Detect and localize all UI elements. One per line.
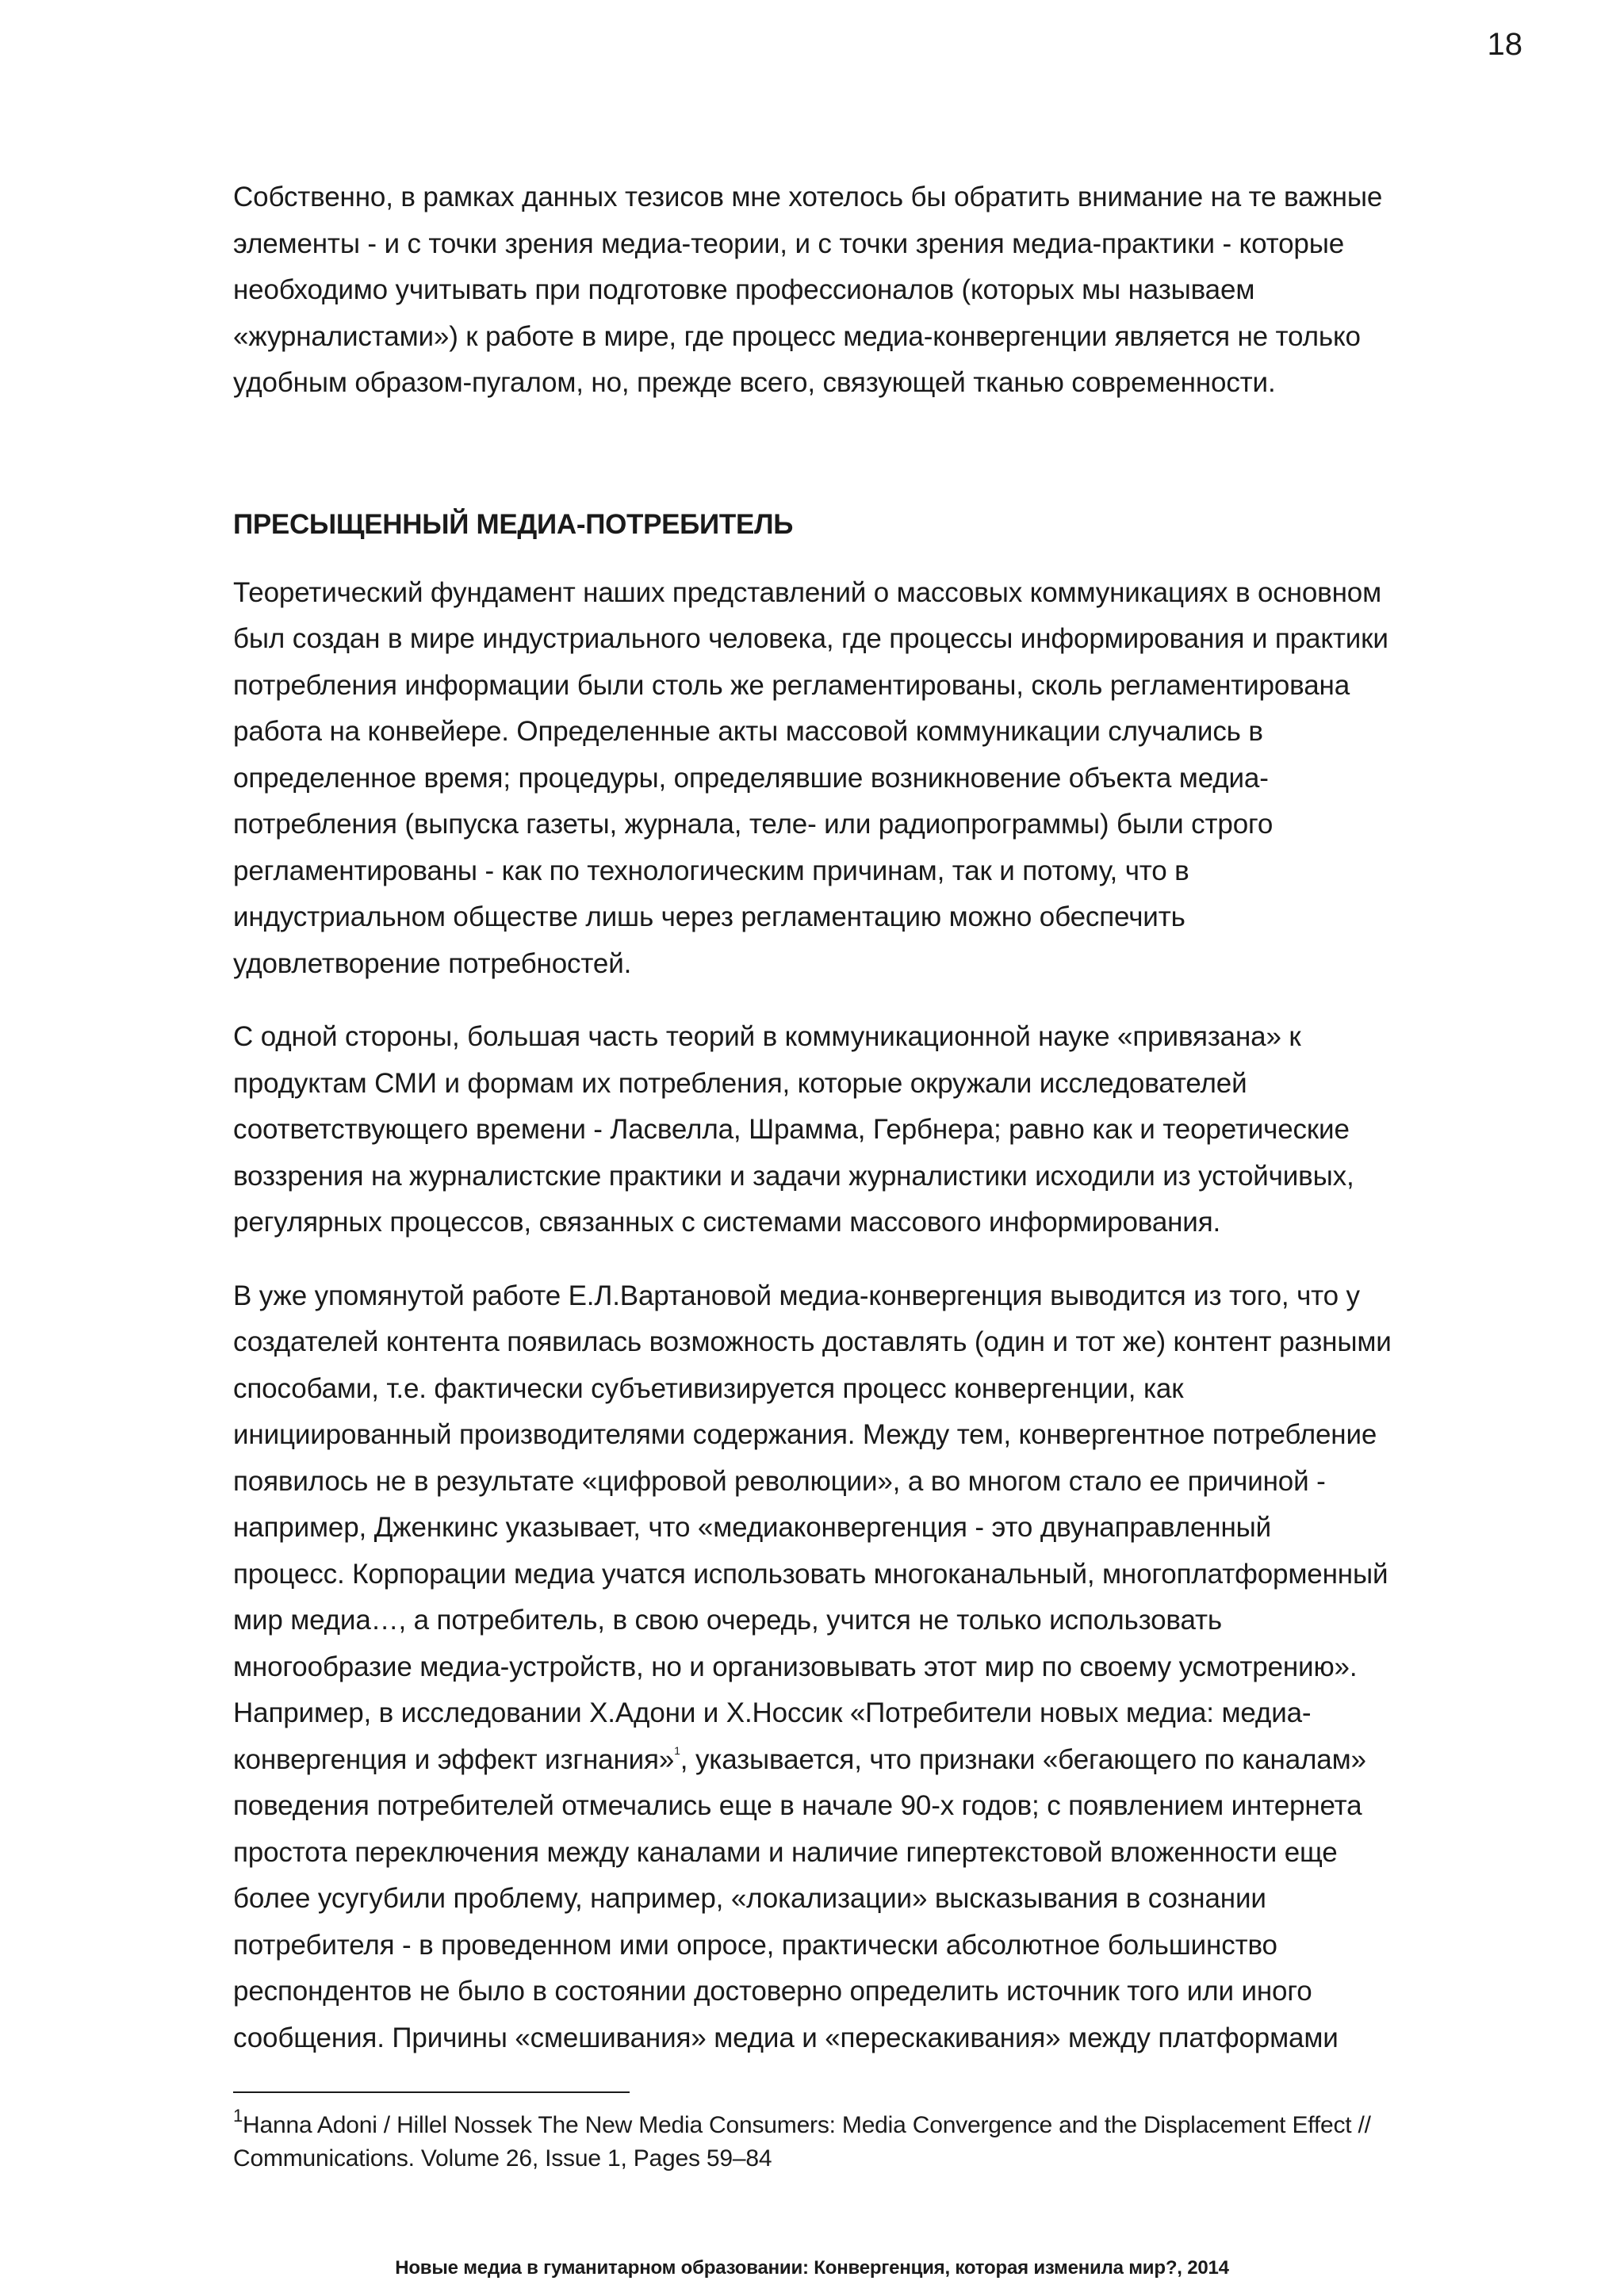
text-line: воззрения на журналистские практики и задачи журналистики исходили из устойчивых, [233,1160,1354,1192]
text-line: продуктам СМИ и формам их потребления, которые окружали исследователей [233,1067,1247,1099]
text-line: был создан в мире индустриального человека, где процессы информирования и практики [233,623,1388,654]
text-line: В уже упомянутой работе Е.Л.Вартановой медиа-конвергенция выводится из того, что у [233,1280,1360,1311]
page-body [233,174,1613,2061]
footnote-line [233,2106,1597,2142]
text-line: регулярных процессов, связанных с системами массового информирования. [233,1207,1221,1238]
footnote-marker: 1 [233,2106,243,2126]
text-line: соответствующего времени - Ласвелла, Шрамма, Гербнера; равно как и теоретические [233,1114,1350,1145]
footnote-citation: Hanna Adoni / Hillel Nossek The New Media Consumers: Media Convergence and the Displacement Effect // [243,2112,1371,2138]
text-line: простота переключения между каналами и наличие гипертекстовой вложенности еще [233,1836,1338,1868]
text-line: удобным образом-пугалом, но, прежде всего, связующей тканью современности. [233,367,1276,398]
paragraph-convergence [233,1273,1613,2062]
text-line: работа на конвейере. Определенные акты массовой коммуникации случались в [233,716,1263,747]
text-line: С одной стороны, большая часть теорий в коммуникационной науке «привязана» к [233,1021,1301,1052]
page-number: 18 [1487,27,1522,62]
footnote-separator [233,2091,630,2093]
paragraph-communication-theories [233,1014,1613,1246]
text-line: элементы - и с точки зрения медиа-теории, и с точки зрения медиа-практики - которые [233,228,1345,259]
text-line: сообщения. Причины «смешивания» медиа и «перескакивания» между платформами [233,2022,1339,2053]
text-line: необходимо учитывать при подготовке профессионалов (которых мы называем [233,274,1255,305]
paragraph-industrial-foundation [233,570,1613,988]
text-line: определенное время; процедуры, определявшие возникновение объекта медиа- [233,762,1269,794]
text-line: индустриальном обществе лишь через регламентацию можно обеспечить [233,901,1185,932]
footnote-reference-line [233,1737,1613,1784]
text-line: процесс. Корпорации медиа учатся использовать многоканальный, многоплатформенный [233,1558,1388,1590]
text-line: например, Дженкинс указывает, что «медиаконвергенция - это двунаправленный [233,1512,1272,1543]
text-line: потребления (выпуска газеты, журнала, теле- или радиопрограммы) были строго [233,809,1274,840]
paragraph-convergence-part1 [233,1273,1613,1737]
text-line: Собственно, в рамках данных тезисов мне хотелось бы обратить внимание на те важные [233,182,1383,212]
text-line: более усугубили проблему, например, «локализации» высказывания в сознании [233,1883,1266,1914]
intro-paragraph [233,174,1613,407]
text-line: регламентированы - как по технологическим причинам, так и потому, что в [233,855,1189,886]
text-line: «журналистами») к работе в мире, где процесс медиа-конвергенции является не только [233,320,1361,352]
paragraph-convergence-part2 [233,1783,1613,2061]
text-line: мир медиа…, а потребитель, в свою очередь, учится не только использовать [233,1605,1222,1636]
text-line: многообразие медиа-устройств, но и организовывать этот мир по своему усмотрению». [233,1651,1358,1682]
text-line: поведения потребителей отмечались еще в начале 90-х годов; с появлением интернета [233,1790,1362,1821]
text-line: Например, в исследовании Х.Адони и Х.Носсик «Потребители новых медиа: медиа- [233,1697,1312,1728]
text-line: создателей контента появилась возможность доставлять (один и тот же) контент разными [233,1326,1392,1357]
text-line: появилось не в результате «цифровой революции», а во многом стало ее причиной - [233,1465,1326,1497]
footnote-reference-marker[interactable]: 1 [674,1743,680,1757]
text-line: Теоретический фундамент наших представлений о массовых коммуникациях в основном [233,576,1381,608]
text-line: потребления информации были столь же регламентированы, сколь регламентирована [233,669,1350,701]
text-line: инициированный производителями содержания. Между тем, конвергентное потребление [233,1419,1377,1450]
page-footer: Новые медиа в гуманитарном образовании: Конвергенция, которая изменила мир?, 2014 [395,2257,1229,2279]
text-segment: , указывается, что признаки «бегающего по каналам» [680,1743,1366,1775]
footnote [233,2106,1597,2175]
text-segment: конвергенция и эффект изгнания» [233,1743,675,1775]
text-line: потребителя - в проведенном ими опросе, практически абсолютное большинство [233,1929,1277,1961]
text-line: респондентов не было в состоянии достоверно определить источник того или иного [233,1976,1312,2007]
text-line: удовлетворение потребностей. [233,947,632,979]
section-heading: ПРЕСЫЩЕННЫЙ МЕДИА-ПОТРЕБИТЕЛЬ [233,508,794,540]
text-line: способами, т.е. фактически субъетивизируется процесс конвергенции, как [233,1372,1184,1404]
footnote-line: Communications. Volume 26, Issue 1, Pages 59–84 [233,2145,772,2172]
